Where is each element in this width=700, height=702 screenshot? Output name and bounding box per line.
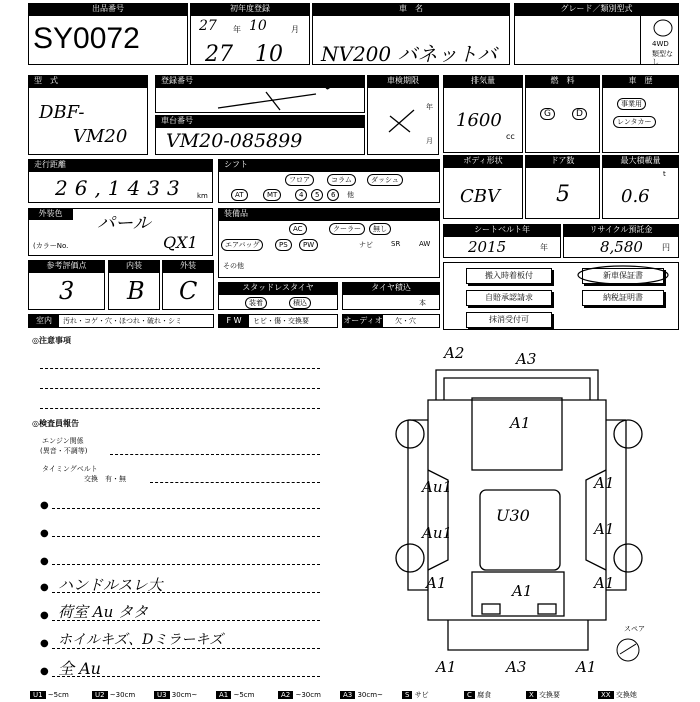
legend-value: 交換要 [536, 691, 561, 699]
first-reg-month: 10 [255, 42, 283, 67]
equip-cooler: クーラー [329, 223, 365, 235]
spare-tire-icon [614, 634, 646, 662]
legend-key: A2 [278, 691, 293, 699]
legend-item [278, 690, 321, 702]
timing-sub: 交換 有・無 [84, 475, 126, 483]
insp-year-unit: 年 [426, 103, 433, 111]
shift-floor: フロア [285, 174, 314, 186]
first-registration-box [190, 15, 310, 65]
mark-right-3: A1 [594, 574, 615, 592]
first-reg-month-top: 10 [249, 18, 267, 34]
mark-right-1: A1 [594, 474, 615, 492]
interior-check-label: 室内 [29, 315, 59, 327]
displacement-value: 1600 [456, 110, 502, 131]
equip-pw: PW [299, 239, 318, 251]
color-header: 外装色 [28, 208, 73, 220]
mark-center: U30 [496, 506, 530, 525]
doc-jibai: 自賠承認請求 [466, 290, 552, 306]
fuel-d: D [572, 108, 587, 120]
equip-airbag: エアバッグ [221, 239, 263, 251]
legend-key: XX [598, 691, 614, 699]
drive-none: 類型なし [652, 50, 673, 66]
audio-row [342, 314, 440, 328]
car-name-box [312, 15, 510, 65]
interior-check-values: 汚れ・コゲ・穴・ほつれ・破れ・シミ [63, 317, 182, 325]
mark-bottom-2: A3 [506, 658, 527, 676]
mark-bottom-1: A1 [436, 658, 457, 676]
equip-sr: SR [391, 240, 401, 248]
equip-aw: AW [419, 240, 431, 248]
equip-box [218, 220, 440, 278]
load-unit: t [663, 170, 666, 178]
fw-row [218, 314, 338, 328]
legend-value: ~30cm [293, 691, 321, 699]
lot-number-header: 出品番号 [28, 3, 188, 15]
eval-header: 参考評価点 [28, 260, 105, 272]
mark-rear-center: A1 [512, 582, 533, 600]
fuel-g: G [540, 108, 555, 120]
shift-mt: MT [263, 189, 281, 201]
doc-new-warranty: 新車保証書 [582, 268, 664, 284]
legend-key: A1 [216, 691, 231, 699]
mark-left-2: Au1 [422, 524, 453, 542]
legend-item [30, 690, 69, 702]
mark-bottom-3: A1 [576, 658, 597, 676]
model-value-2: VM20 [73, 126, 128, 147]
audio-values: 欠・穴 [395, 317, 416, 325]
chassis-header: 車台番号 [155, 115, 365, 127]
month-unit: 月 [291, 25, 299, 34]
equip-ac: AC [289, 223, 307, 235]
shift-other: 他 [347, 191, 354, 199]
fuel-box [525, 87, 600, 153]
shift-at: AT [231, 189, 248, 201]
legend-item [92, 690, 135, 702]
inspector-label: ◎検査員報告 [32, 419, 79, 428]
recycle-box [563, 236, 679, 258]
legend-item [216, 690, 254, 702]
body-value: CBV [460, 186, 500, 207]
displacement-box [443, 87, 523, 153]
legend-item [526, 690, 560, 702]
legend-item [464, 690, 491, 702]
legend-value: 腐食 [474, 691, 492, 699]
note-all: 全 Au [58, 659, 101, 678]
grade-box [514, 15, 679, 65]
interior-value: B [127, 277, 145, 305]
inspection-strike [386, 106, 416, 136]
insp-month-unit: 月 [426, 137, 433, 145]
equip-other: その他 [223, 262, 244, 270]
mileage-header: 走行距離 [28, 159, 213, 171]
doors-box [525, 167, 600, 219]
reg-number-box [155, 87, 365, 113]
new-warranty-circle [576, 264, 670, 286]
body-header: ボディ形状 [443, 155, 523, 167]
lot-number-value: SY0072 [33, 22, 140, 55]
color-value: パール [97, 213, 151, 234]
exterior-header: 外装 [162, 260, 214, 272]
spare-label: スペア [624, 625, 645, 633]
history-rental: レンタカー [613, 116, 656, 128]
car-name-header: 車 名 [312, 3, 510, 15]
legend-value: ~30cm [107, 691, 136, 699]
chassis-value: VM20-085899 [166, 130, 303, 152]
mark-top-a3: A3 [516, 350, 537, 368]
cc-unit: cc [506, 132, 515, 141]
mark-right-2: A1 [594, 520, 615, 538]
load-header: 最大積載量 [602, 155, 679, 167]
drive-4wd: 4WD [652, 40, 669, 48]
reg-number-header: 登録番号 [155, 75, 365, 87]
legend-value: ~5cm [231, 691, 255, 699]
engine-label: エンジン関係 [42, 437, 84, 445]
grade-header: グレード／類別型式 [514, 3, 679, 15]
legend-item [402, 690, 429, 702]
tire-box [342, 294, 440, 310]
legend-value: 30cm~ [355, 691, 383, 699]
doors-value: 5 [556, 182, 570, 207]
inspection-box [367, 87, 439, 155]
shift-dash: ダッシュ [367, 174, 403, 186]
recycle-header: リサイクル預託金 [563, 224, 679, 236]
legend-key: C [464, 691, 475, 699]
km-unit: km [197, 192, 208, 200]
mark-top-a2: A2 [444, 344, 465, 362]
color-box [28, 208, 213, 256]
seatbelt-header: シートベルト年 [443, 224, 561, 236]
shift-4: 4 [295, 189, 307, 201]
exterior-box [162, 272, 214, 310]
doors-header: ドア数 [525, 155, 600, 167]
2wd-circle-icon [653, 18, 673, 38]
seatbelt-unit: 年 [540, 243, 548, 252]
legend-value: 30cm~ [169, 691, 198, 699]
shift-header: シフト [218, 159, 440, 171]
note-cargo: 荷室 Au タタ [58, 603, 149, 621]
mark-left-3: A1 [426, 574, 447, 592]
shift-5: 5 [311, 189, 323, 201]
interior-box [108, 272, 160, 310]
doc-carry-in: 搬入時着板付 [466, 268, 552, 284]
legend-key: X [526, 691, 537, 699]
legend-key: U1 [30, 691, 46, 699]
first-reg-year-top: 27 [199, 18, 217, 34]
engine-sub: (異音・不調等) [40, 447, 88, 455]
legend-item [340, 690, 383, 702]
lot-number-box [28, 15, 188, 65]
legend-item [598, 690, 637, 702]
history-business: 事業用 [617, 98, 646, 110]
note-handle: ハンドルスレ大 [58, 576, 163, 594]
mileage-box [28, 171, 213, 203]
note-wheel: ホイルキズ、Dミラーキズ [58, 632, 224, 648]
inspection-header: 車検期限 [367, 75, 439, 87]
legend-item [154, 690, 197, 702]
shift-6: 6 [327, 189, 339, 201]
seatbelt-value: 2015 [468, 238, 507, 256]
doc-tax: 納税証明書 [582, 290, 664, 306]
history-box [602, 87, 679, 153]
legend-key: U3 [154, 691, 170, 699]
seatbelt-box [443, 236, 561, 258]
interior-header: 内装 [108, 260, 160, 272]
color-no-label: (カラーNo. [33, 242, 69, 250]
mileage-value: 26,1433 [55, 176, 187, 200]
load-box [602, 167, 679, 219]
interior-check-row [28, 314, 214, 328]
displacement-header: 排気量 [443, 75, 523, 87]
load-value: 0.6 [621, 186, 650, 207]
equip-none: 無し [369, 223, 391, 235]
equip-navi: ナビ [359, 241, 373, 249]
year-unit: 年 [233, 25, 241, 34]
legend-key: S [402, 691, 412, 699]
timing-label: タイミングベルト [42, 465, 98, 473]
color-no-value: QX1 [163, 233, 198, 252]
legend-value: サビ [412, 691, 429, 699]
eval-box [28, 272, 105, 310]
studless-box [218, 294, 338, 310]
tire-header: タイヤ積込 [342, 282, 440, 294]
legend-value: ~5cm [45, 691, 69, 699]
recycle-value: 8,580 [600, 238, 643, 256]
studless-loaded: 積込 [289, 297, 311, 309]
mark-roof: A1 [510, 414, 531, 432]
eval-value: 3 [59, 277, 75, 305]
model-value-1: DBF- [39, 102, 85, 123]
car-name-value: NV200 バネットバ [321, 42, 498, 66]
audio-label: オーディオ [343, 316, 383, 325]
reg-strike [216, 90, 326, 112]
fuel-header: 燃 料 [525, 75, 600, 87]
body-box [443, 167, 523, 219]
shift-column: コラム [327, 174, 356, 186]
history-header: 車 歴 [602, 75, 679, 87]
first-registration-header: 初年度登録 [190, 3, 310, 15]
mark-left-1: Au1 [422, 478, 453, 496]
legend-key: U2 [92, 691, 108, 699]
first-reg-year: 27 [205, 42, 233, 67]
model-box [28, 87, 148, 155]
recycle-unit: 円 [662, 243, 670, 252]
fw-values: ヒビ・傷・交換要 [253, 317, 309, 325]
doc-cancel: 抹消受付可 [466, 312, 552, 328]
equip-ps: PS [275, 239, 292, 251]
exterior-value: C [179, 277, 198, 305]
chassis-box [155, 127, 365, 155]
studless-mounted: 装着 [245, 297, 267, 309]
equip-header: 装備品 [218, 208, 440, 220]
fw-label: F W [219, 315, 249, 327]
shift-box [218, 171, 440, 203]
tire-unit: 本 [419, 299, 426, 307]
caution-label: ◎注意事項 [32, 336, 71, 345]
legend-key: A3 [340, 691, 355, 699]
model-header: 型 式 [28, 75, 148, 87]
studless-header: スタッドレスタイヤ [218, 282, 338, 294]
legend-value: 交換她 [613, 691, 637, 699]
